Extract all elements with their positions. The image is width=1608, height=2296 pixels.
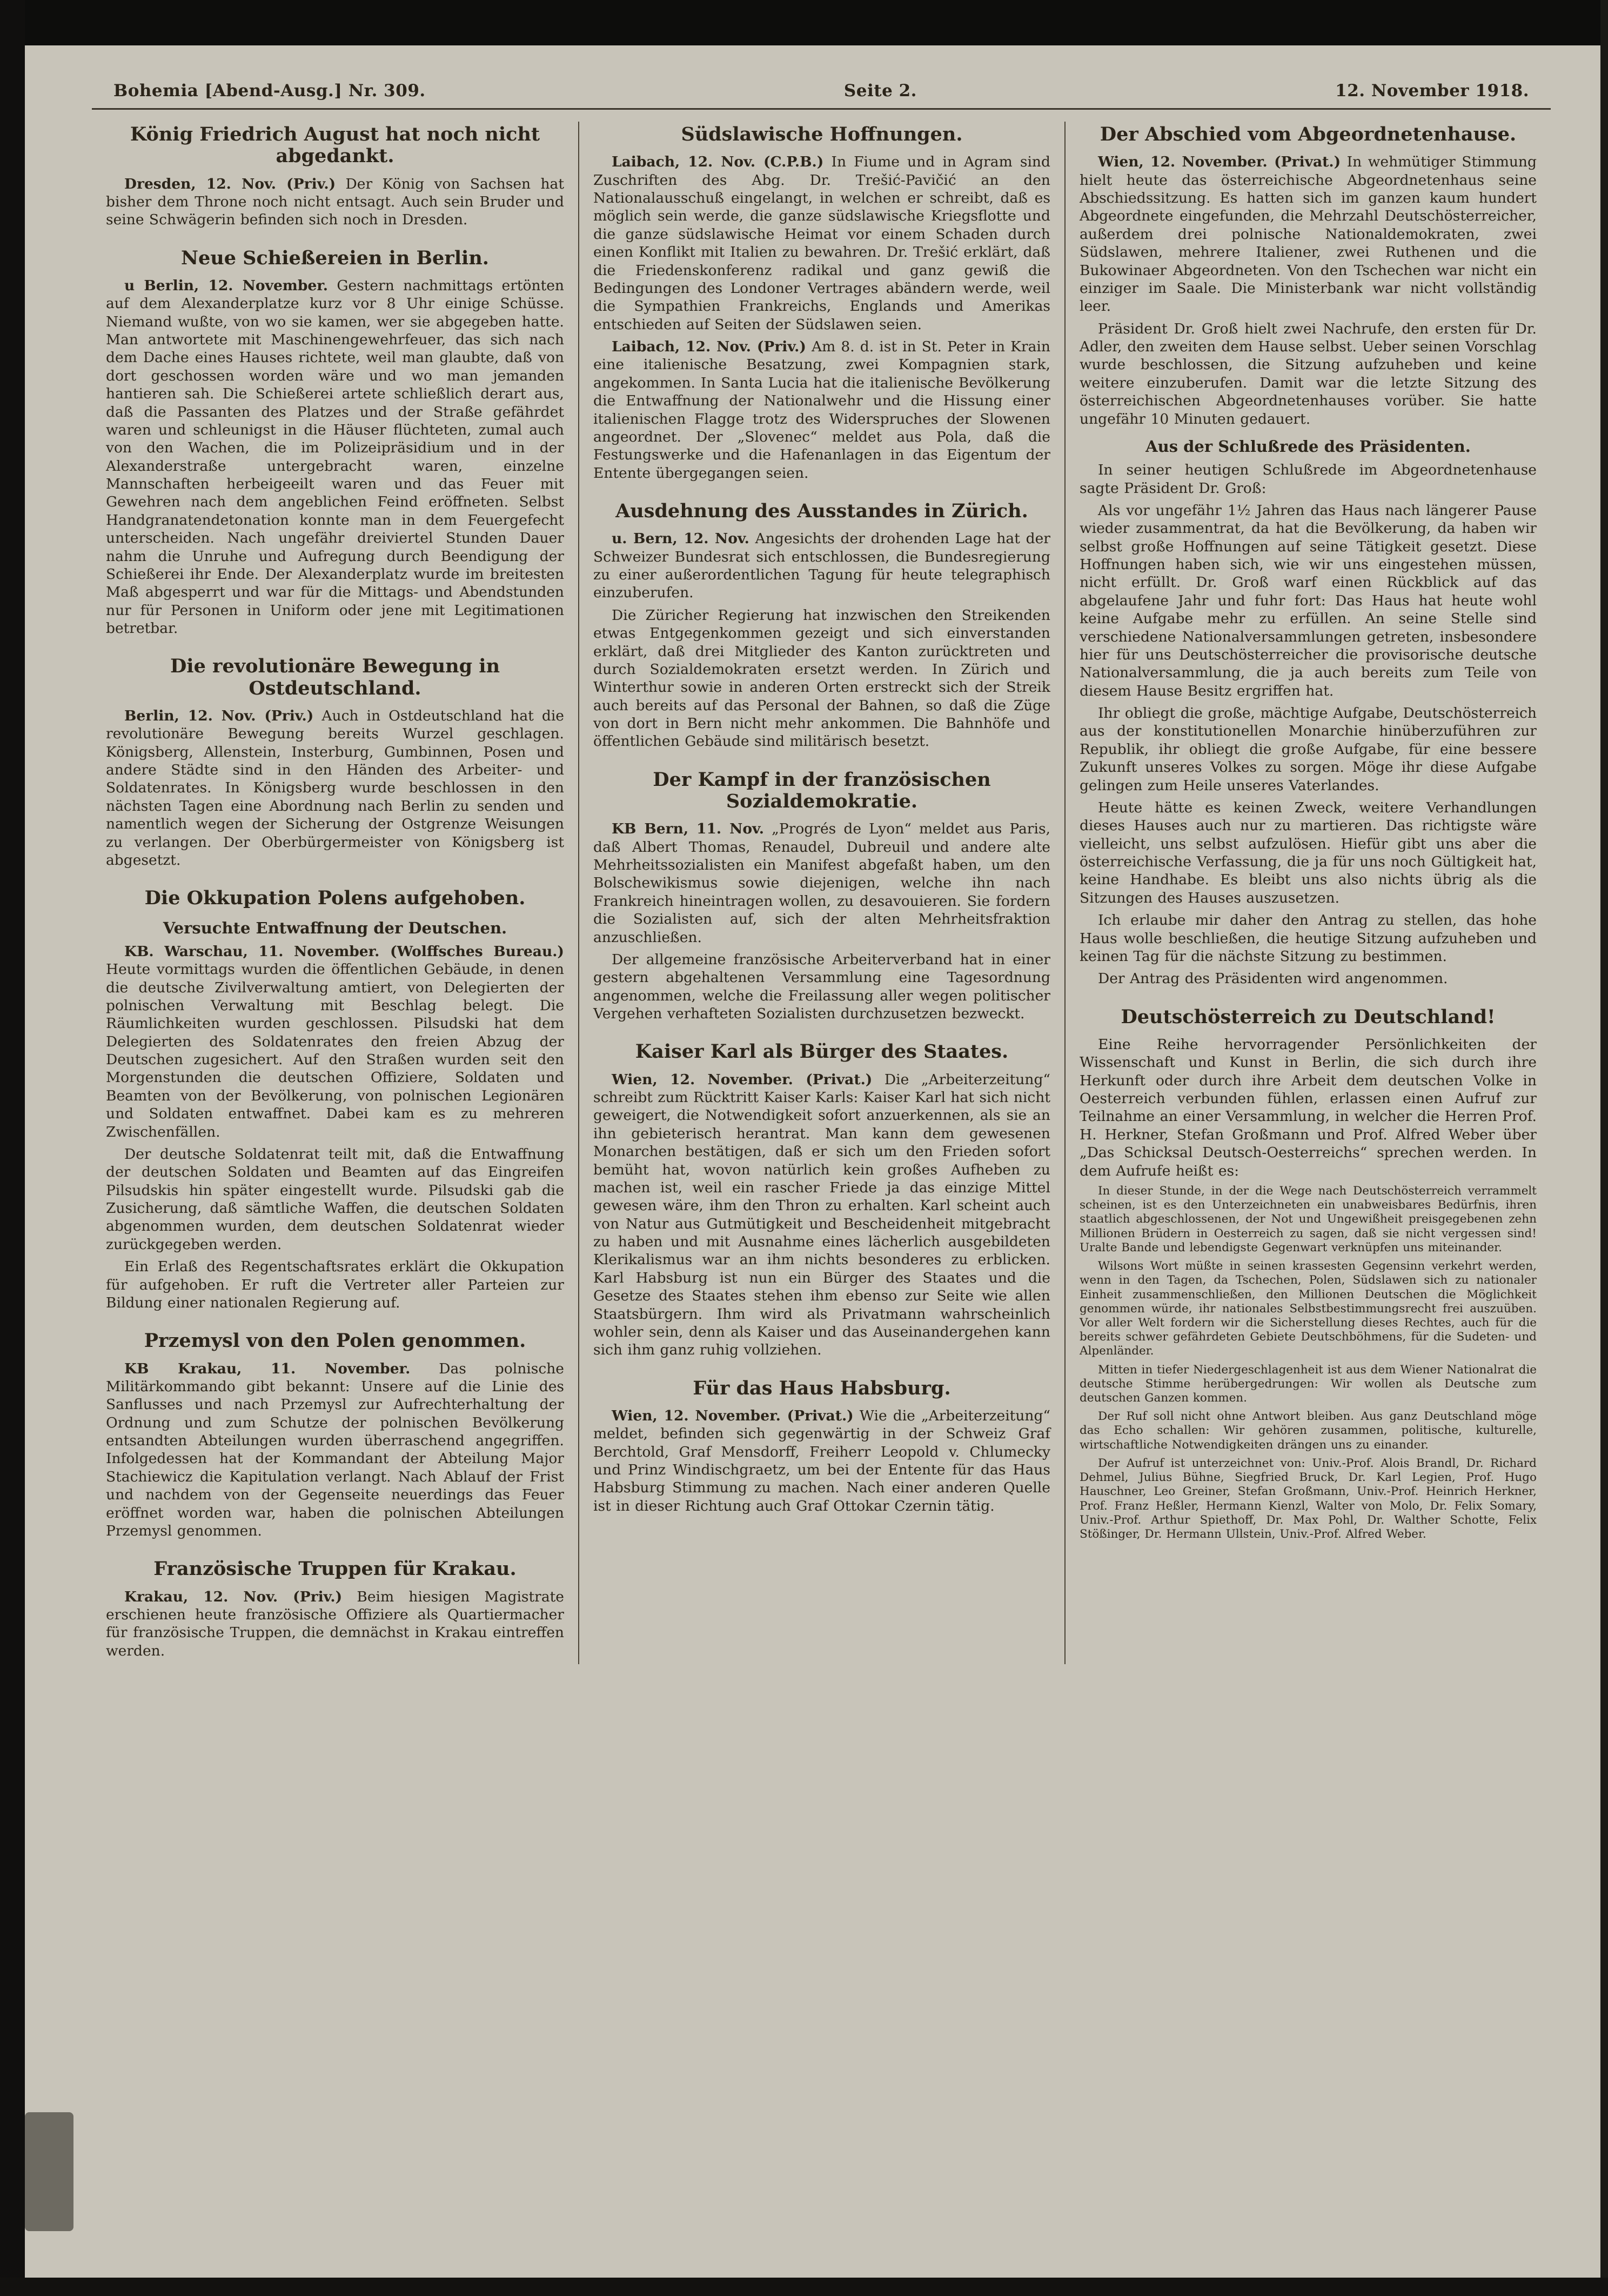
article-paragraph: Der Antrag des Präsidenten wird angenommen. xyxy=(1097,970,1448,987)
dateline: KB. Warschau, 11. November. (Wolffsches Bureau.) xyxy=(124,943,564,960)
article-paragraph: u Berlin, 12. November. Gestern nachmittags ertönten auf dem Alexanderplatze kurz vor 8 Uhr einige Schüsse. Niemand wußte, von wo sie kamen, wer sie abgegeben hatte. Man antwortete mit Maschinengewehrfeuer, das sich nach dem Dache eines Hauses richtete, weil man glaubte, daß von dort geschossen worden wäre und wo man jemanden hantieren sah. Die Schießerei artete schließlich derart aus, daß die Passanten des Platzes und der Straße gefährdet waren und schleunigst in die Häuser flüchteten, zumal auch von den Wachen, die im Polizeipräsidium und in der Alexanderstraße untergebracht waren, einzelne Mannschaften herbeigeeilt waren und das Feuer mit Gewehren nach dem angeblichen Feind eröffneten. Selbst Handgranatendetonation konnte man in dem Feuergefecht unterscheiden. Nach ungefähr dreiviertel Stunden Dauer nahm die Unruhe und Aufregung durch Beendigung der Schießerei ihr Ende. Der Alexanderplatz wurde im breitesten Maß abgesperrt und war für die Mittags- und Abendstunden nur für Personen in Uniform oder jene mit Legitimationen betretbar. xyxy=(106,277,564,637)
dateline: Berlin, 12. Nov. (Priv.) xyxy=(124,707,314,724)
article-paragraph: Die Züricher Regierung hat inzwischen den Streikenden etwas Entgegenkommen gezeigt und sich einverstanden erklärt, daß drei Mitglieder des Kanton zurücktreten und durch Sozialdemokraten ersetzt werden. In Zürich und Winterthur sowie in anderen Orten erstreckt sich der Streik auch bereits auf das Personal der Bahnen, so daß die Züge von dort in Bern nicht mehr ankommen. Die Bahnhöfe und öffentlichen Gebäude sind militärisch besetzt. xyxy=(593,606,1050,750)
article-paragraph: Laibach, 12. Nov. (Priv.) Am 8. d. ist in St. Peter in Krain eine italienische Besatzung, zwei Kompagnien stark, angekommen. In Santa Lucia hat die italienische Bevölkerung die Entwaffnung der Nationalwehr und die Hissung einer italienischen Flagge trotz des Widerspruches der Slowenen angeordnet. Der „Slovenec“ meldet aus Pola, daß die Festungswerke und die Hafenanlagen in das Eigentum der Entente übergegangen seien. xyxy=(593,338,1050,482)
article-headline: Der Kampf in der französischen Sozialdemokratie. xyxy=(653,768,991,812)
article-paragraph: Ich erlaube mir daher den Antrag zu stellen, das hohe Haus wolle beschließen, die heutige Sitzung aufzuheben und keinen Tag für die nächste Sitzung zu bestimmen. xyxy=(1079,912,1537,965)
article-paragraph: In dieser Stunde, in der die Wege nach Deutschösterreich verrammelt scheinen, ist es den Unterzeichneten ein unabweisbares Bedürfnis, ihren staatlich abgeschlossenen, der Not und Ungewißheit preisgegebenen zehn Millionen Brüdern in Oesterreich zu sagen, daß sie nicht vergessen sind! Uralte Bande und lebendigste Gegenwart verknüpfen uns miteinander. xyxy=(1079,1184,1537,1254)
article-paragraph: Ihr obliegt die große, mächtige Aufgabe, Deutschösterreich aus der konstitutionellen Monarchie hinüberzuführen zur Republik, ihr obliegt die große Aufgabe, für eine bessere Zukunft unseres Volkes zu sorgen. Möge ihr diese Aufgabe gelingen zum Heile unseres Vaterlandes. xyxy=(1079,705,1537,794)
dateline: Wien, 12. November. (Privat.) xyxy=(611,1071,873,1088)
article-paragraph: Der Aufruf ist unterzeichnet von: Univ.-Prof. Alois Brandl, Dr. Richard Dehmel, Julius Bühne, Siegfried Bruck, Dr. Karl Legien, Prof. Hugo Hauschner, Leo Greiner, Stefan Großmann, Univ.-Prof. Heinrich Herkner, Prof. Franz Heßler, Hermann Kienzl, Walter von Molo, Dr. Felix Somary, Univ.-Prof. Arthur Spiethoff, Dr. Max Pohl, Dr. Walther Schotte, Felix Stößinger, Dr. Hermann Ullstein, Univ.-Prof. Alfred Weber. xyxy=(1079,1456,1537,1541)
article-headline: Kaiser Karl als Bürger des Staates. xyxy=(635,1040,1009,1063)
column-1 xyxy=(92,122,578,1664)
dateline: Laibach, 12. Nov. (C.P.B.) xyxy=(611,153,824,171)
article-headline: Neue Schießereien in Berlin. xyxy=(181,246,489,269)
dateline: Dresden, 12. Nov. (Priv.) xyxy=(124,175,336,192)
article-paragraph: Präsident Dr. Groß hielt zwei Nachrufe, den ersten für Dr. Adler, den zweiten dem Hause selbst. Ueber seinen Vorschlag wurde beschlossen, die Sitzung aufzuheben und keine weitere einzuberufen. Damit war die letzte Sitzung des österreichischen Abgeordnetenhauses vorüber. Sie hatte ungefähr 10 Minuten gedauert. xyxy=(1079,320,1537,428)
article-paragraph: KB. Warschau, 11. November. (Wolffsches Bureau.) Heute vormittags wurden die öffentlichen Gebäude, in denen die deutsche Zivilverwaltung amtiert, von Delegierten der polnischen Verwaltung mit Beschlag belegt. Die Räumlichkeiten wurden geschlossen. Pilsudski hat dem Delegierten des Soldatenrates den freien Abzug der Deutschen zugesichert. Auf den Straßen wurden seit den Morgenstunden die deutschen Offiziere, Soldaten und Beamten von der Bevölkerung, von polnischen Legionären und Soldaten entwaffnet. Dabei kam es zu mehreren Zwischenfällen. xyxy=(106,943,564,1140)
columns xyxy=(92,122,1551,1664)
masthead-date: 12. November 1918. xyxy=(1335,81,1529,101)
article-paragraph: Berlin, 12. Nov. (Priv.) Auch in Ostdeutschland hat die revolutionäre Bewegung bereits Wurzel geschlagen. Königsberg, Allenstein, Insterburg, Gumbinnen, Posen und andere Städte sind in den Händen des Arbeiter- und Soldatenrates. In Königsberg wurde beschlossen in den nächsten Tagen eine Abordnung nach Berlin zu senden und namentlich wegen der Sicherung der Ostgrenze Weisungen zu verlangen. Der Oberbürgermeister von Königsberg ist abgesetzt. xyxy=(106,707,564,869)
article-subheadline: Aus der Schlußrede des Präsidenten. xyxy=(1145,437,1471,456)
dateline: Krakau, 12. Nov. (Priv.) xyxy=(124,1588,343,1605)
article-paragraph: Wien, 12. November. (Privat.) Die „Arbeiterzeitung“ schreibt zum Rücktritt Kaiser Karls: Kaiser Karl hat sich nicht geweigert, die Notwendigkeit sofort anzuerkennen, als sie an ihn gebieterisch herantrat. Man kann dem gewesenen Monarchen bestätigen, daß er sich um den Frieden sofort bemüht hat, wovon natürlich kein großes Aufheben zu machen ist, weil ein rascher Friede ja das einzige Mittel gewesen wäre, ihm den Thron zu erhalten. Karl scheint auch von Natur aus Gutmütigkeit und Bescheidenheit mitgebracht zu haben und mit Ausnahme eines lächerlich ausgebildeten Klerikalismus war an ihm nichts besonderes zu erblicken. Karl Habsburg ist nun ein Bürger des Staates und die Gesetze des Staates stehen ihm ebenso zur Seite wie allen Staatsbürgern. Ihm wird als Privatmann wahrscheinlich wohler sein, denn als Kaiser und das Auseinandergehen kann sich ihm ganz ruhig vollziehen. xyxy=(593,1071,1050,1359)
article-paragraph: Ein Erlaß des Regentschaftsrates erklärt die Okkupation für aufgehoben. Er ruft die Vertreter aller Parteien zur Bildung einer nationalen Regierung auf. xyxy=(106,1258,564,1311)
article-headline: Ausdehnung des Ausstandes in Zürich. xyxy=(615,500,1028,522)
column-2 xyxy=(578,122,1064,1664)
article-paragraph: u. Bern, 12. Nov. Angesichts der drohenden Lage hat der Schweizer Bundesrat sich entschlossen, die Bundesregierung zu einer außerordentlichen Tagung für heute telegraphisch einzuberufen. xyxy=(593,530,1050,602)
article-paragraph: Der deutsche Soldatenrat teilt mit, daß die Entwaffnung der deutschen Soldaten und Beamten auf das Eingreifen Pilsudskis hin später eingestellt wurde. Pilsudski gab die Zusicherung, daß sämtliche Waffen, die deutschen Soldaten abgenommen wurden, dem deutschen Soldatenrat wieder zurückgegeben werden. xyxy=(106,1145,564,1253)
article-headline: Die Okkupation Polens aufgehoben. xyxy=(144,887,526,910)
article-paragraph: Laibach, 12. Nov. (C.P.B.) In Fiume und in Agram sind Zuschriften des Abg. Dr. Trešić-Pavičić an den Nationalausschuß eingelangt, in welchen er schreibt, daß es möglich sein werde, die ganze südslawische Kriegsflotte und die ganze südslawische Heimat vor einem Schaden durch einen Konflikt mit Italien zu bewahren. Dr. Trešić erklärt, daß die Friedenskonferenz radikal und ganz gewiß die Bedingungen des Londoner Vertrages abändern werde, weil die Sympathien Frankreichs, Englands und Amerikas entschieden auf Seiten der Südslawen seien. xyxy=(593,153,1050,333)
masthead xyxy=(92,81,1551,110)
article-paragraph: Eine Reihe hervorragender Persönlichkeiten der Wissenschaft und Kunst in Berlin, die sich durch ihre Herkunft oder durch ihre Arbeit dem deutschen Volke in Oesterreich verbunden fühlen, erlassen einen Aufruf zur Teilnahme an einer Versammlung, in welcher die Herren Prof. H. Herkner, Stefan Großmann und Prof. Alfred Weber über „Das Schicksal Deutsch-Oesterreichs“ sprechen werden. In dem Aufrufe heißt es: xyxy=(1079,1036,1537,1179)
dateline: Wien, 12. November. (Privat.) xyxy=(1097,153,1341,171)
dateline: u Berlin, 12. November. xyxy=(124,277,328,294)
article-headline: Südslawische Hoffnungen. xyxy=(681,123,963,145)
article-headline: Przemysl von den Polen genommen. xyxy=(144,1330,526,1352)
article-headline: Französische Truppen für Krakau. xyxy=(153,1558,517,1580)
article-paragraph: Wien, 12. November. (Privat.) In wehmütiger Stimmung hielt heute das österreichische Abgeordnetenhaus seine Abschiedssitzung. Es hatten sich im ganzen kaum hundert Abgeordnete eingefunden, die Mehrzahl Deutschösterreicher, außerdem drei polnische Nationaldemokraten, zwei Südslawen, mehrere Italiener, zwei Ruthenen und die Bukowinaer Abgeordneten. Von den Tschechen war nicht ein einziger im Saale. Die Ministerbank war nicht vollständig leer. xyxy=(1079,153,1537,315)
article-headline: König Friedrich August hat noch nicht abgedankt. xyxy=(130,123,540,168)
article-paragraph: KB Krakau, 11. November. Das polnische Militärkommando gibt bekannt: Unsere auf die Linie des Sanflusses und nach Przemysl zur Aufrechterhaltung der Ordnung und zum Schutze der polnischen Bevölkerung entsandten Abteilungen wurden überraschend angegriffen. Infolgedessen hat der Kommandant der Abteilung Major Stachiewicz die Kapitulation verlangt. Nach Ablauf der Frist und nachdem von der Gegenseite neuerdings das Feuer eröffnet worden war, haben die polnischen Abteilungen Przemysl genommen. xyxy=(106,1360,564,1539)
masthead-edition: Bohemia [Abend-Ausg.] Nr. 309. xyxy=(113,81,426,101)
article-headline: Deutschösterreich zu Deutschland! xyxy=(1121,1005,1496,1028)
article-headline: Der Abschied vom Abgeordnetenhause. xyxy=(1100,123,1517,145)
page-content xyxy=(92,81,1551,1664)
article-paragraph: Wilsons Wort müßte in seinen krassesten Gegensinn verkehrt werden, wenn in den Tagen, da Tschechen, Polen, Südslawen sich zu nationaler Einheit zusammenschließen, den Millionen Deutschen die Möglichkeit genommen würde, ihr nationales Selbstbestimmungsrecht frei auszuüben. Vor aller Welt fordern wir die Sicherstellung dieses Rechtes, auch für die bereits schwer gefährdeten Gebiete Deutschböhmens, für die Sudeten- und Alpenländer. xyxy=(1079,1259,1537,1358)
scan-edge-top xyxy=(0,0,1608,45)
article-paragraph: Mitten in tiefer Niedergeschlagenheit ist aus dem Wiener Nationalrat die deutsche Stimme herübergedrungen: Wir wollen als Deutsche zum deutschen Ganzen kommen. xyxy=(1079,1363,1537,1405)
scan-edge-right xyxy=(1600,0,1608,2296)
article-subheadline: Versuchte Entwaffnung der Deutschen. xyxy=(163,918,507,937)
dateline: Laibach, 12. Nov. (Priv.) xyxy=(611,338,806,355)
article-paragraph: Heute hätte es keinen Zweck, weitere Verhandlungen dieses Hauses auch nur zu martieren. Das richtigste wäre vielleicht, uns selbst aufzulösen. Hiefür gibt uns aber die österreichische Verfassung, die ja für uns noch Gültigkeit hat, keine Handhabe. Es bleibt uns also nichts übrig als die Sitzungen des Hauses auszusetzen. xyxy=(1079,799,1537,906)
column-3 xyxy=(1064,122,1551,1664)
dateline: KB Krakau, 11. November. xyxy=(124,1360,411,1377)
article-paragraph: Der Ruf soll nicht ohne Antwort bleiben. Aus ganz Deutschland möge das Echo schallen: Wir gehören zusammen, politische, kulturelle, wirtschaftliche Notwendigkeiten drängen uns zu einander. xyxy=(1079,1410,1537,1452)
article-paragraph: In seiner heutigen Schlußrede im Abgeordnetenhause sagte Präsident Dr. Groß: xyxy=(1079,462,1537,497)
scan-ink-blot xyxy=(25,2112,73,2231)
article-headline: Die revolutionäre Bewegung in Ostdeutschland. xyxy=(170,655,500,699)
article-headline: Für das Haus Habsburg. xyxy=(693,1377,951,1399)
dateline: u. Bern, 12. Nov. xyxy=(611,530,749,548)
article-paragraph: Der allgemeine französische Arbeiterverband hat in einer gestern abgehaltenen Versammlung eine Tagesordnung angenommen, welche die Freilassung aller wegen politischer Vergehen verhafteten Sozialisten durchzusetzen bezweckt. xyxy=(593,951,1050,1022)
scan-edge-bottom xyxy=(0,2278,1608,2296)
article-paragraph: KB Bern, 11. Nov. „Progrés de Lyon“ meldet aus Paris, daß Albert Thomas, Renaudel, Dubreuil und andere alte Mehrheitssozialisten ein Manifest abgefaßt haben, um den Bolschewikismus sowie diejenigen, welche ihn nach Frankreich hineintragen wollen, zu desavouieren. Sie fordern die Sozialisten auf, sich der alten Mehrheitsfraktion anzuschließen. xyxy=(593,820,1050,946)
article-paragraph: Dresden, 12. Nov. (Priv.) Der König von Sachsen hat bisher dem Throne noch nicht entsagt. Auch sein Bruder und seine Schwägerin befinden sich noch in Dresden. xyxy=(106,175,564,229)
dateline: KB Bern, 11. Nov. xyxy=(611,820,764,838)
masthead-page-number: Seite 2. xyxy=(843,81,917,101)
scan-edge-left xyxy=(0,0,25,2296)
article-paragraph: Wien, 12. November. (Privat.) Wie die „Arbeiterzeitung“ meldet, befinden sich gegenwärtig in der Schweiz Graf Berchtold, Graf Mensdorff, Freiherr Leopold v. Chlumecky und Prinz Windischgraetz, um bei der Entente für das Haus Habsburg Stimmung zu machen. Nach einer anderen Quelle ist in dieser Richtung auch Graf Ottokar Czernin tätig. xyxy=(593,1407,1050,1514)
article-paragraph: Als vor ungefähr 1½ Jahren das Haus nach längerer Pause wieder zusammentrat, da hat die Bevölkerung, da haben wir selbst große Hoffnungen auf seine Tätigkeit gesetzt. Diese Hoffnungen haben sich, wie wir uns eingestehen müssen, nicht erfüllt. Dr. Groß warf einen Rückblick auf das abgelaufene Jahr und fuhr fort: Das Haus hat heute wohl keine Aufgabe mehr zu erfüllen. An seine Stelle sind verschiedene Nationalversammlungen getreten, insbesondere hier für uns Deutschösterreicher die provisorische deutsche Nationalversammlung, die ja auch bereits zum Teile von diesem Hause Besitz ergriffen hat. xyxy=(1079,502,1537,699)
dateline: Wien, 12. November. (Privat.) xyxy=(611,1407,854,1424)
article-paragraph: Krakau, 12. Nov. (Priv.) Beim hiesigen Magistrate erschienen heute französische Offiziere als Quartiermacher für französische Truppen, die demnächst in Krakau eintreffen werden. xyxy=(106,1588,564,1659)
